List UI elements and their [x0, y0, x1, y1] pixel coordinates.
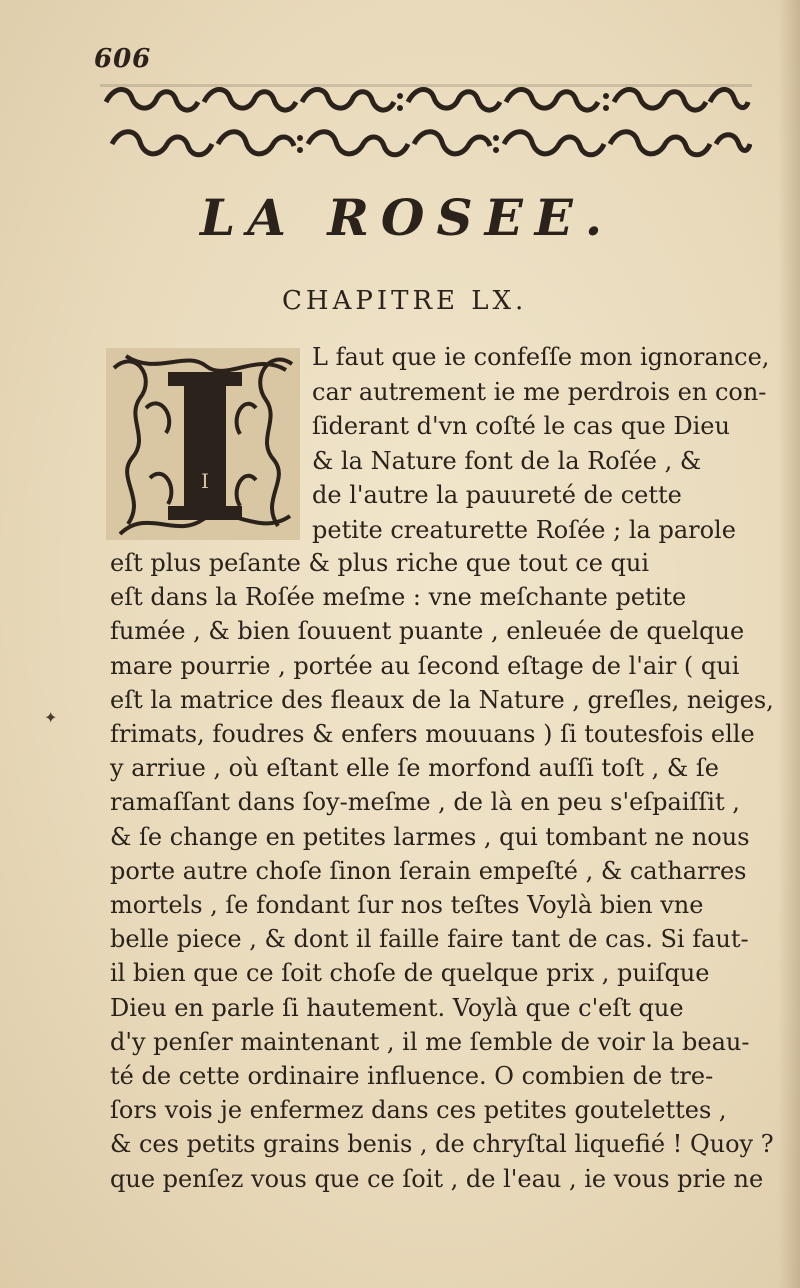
text-line: fumée , & bien ſouuent puante , enleuée de quelque — [110, 617, 745, 646]
chapter-heading: CHAPITRE LX. — [282, 286, 528, 316]
text-line: d'y penſer maintenant , il me ſemble de voir la beau- — [110, 1027, 750, 1056]
text-line: porte autre choſe ſinon ſerain empeſté , & catharres — [110, 856, 747, 885]
text-line: eſt plus peſante & plus riche que tout ce qui — [110, 549, 650, 577]
text-line: & ſe change en petites larmes , qui tombant ne nous — [110, 822, 750, 851]
body-paragraph — [110, 546, 790, 1196]
dropcap-letter: I — [201, 469, 209, 493]
text-line: ſors vois je enfermez dans ces petites goutelettes , — [110, 1096, 727, 1125]
decorated-initial-letter — [106, 348, 300, 540]
text-line: ramaſſant dans ſoy-meſme , de là en peu s'eſpaiſſit , — [110, 788, 740, 817]
text-line: belle piece , & dont il faille faire tant de cas. Si faut- — [110, 925, 749, 954]
text-line: & ces petits grains benis , de chryſtal liquefié ! Quoy ? — [110, 1130, 774, 1159]
margin-mark-icon: ✦ — [44, 708, 58, 727]
chapter-title: LA ROSEE. — [200, 188, 615, 247]
text-line: eſt la matrice des fleaux de la Nature , greſles, neiges, — [110, 685, 774, 714]
text-line: té de cette ordinaire influence. O combien de tre- — [110, 1062, 714, 1091]
text-line: car autrement ie me perdrois en con- — [312, 377, 767, 406]
text-line: Dieu en parle ſi hautement. Voylà que c'eſt que — [110, 993, 684, 1022]
text-line: L faut que ie confeſſe mon ignorance, — [312, 343, 770, 371]
text-line: mortels , ſe fondant ſur nos teſtes Voylà bien vne — [110, 891, 704, 920]
text-line: y arriue , où eſtant elle ſe morfond auſſi toſt , & ſe — [110, 754, 719, 783]
text-line: que penſez vous que ce ſoit , de l'eau , ie vous prie ne — [110, 1164, 764, 1193]
ornament-band-bottom — [100, 126, 752, 164]
ornament-band-top — [100, 82, 752, 120]
page-number: 606 — [94, 44, 152, 74]
text-line: eſt dans la Roſée meſme : vne meſchante petite — [110, 583, 687, 612]
text-line: petite creaturette Roſée ; la parole — [312, 515, 736, 544]
text-line: & la Nature font de la Roſée , & — [312, 446, 702, 475]
text-line: de l'autre la pauureté de cette — [312, 481, 682, 509]
text-line: mare pourrie , portée au ſecond eſtage de l'air ( qui — [110, 651, 740, 680]
text-line: il bien que ce ſoit choſe de quelque prix , puiſque — [110, 959, 710, 988]
text-line: frimats, foudres & enfers mouuans ) ſi toutesfois elle — [110, 720, 755, 749]
text-line: ſiderant d'vn coſté le cas que Dieu — [312, 412, 730, 440]
opening-paragraph — [312, 340, 792, 547]
